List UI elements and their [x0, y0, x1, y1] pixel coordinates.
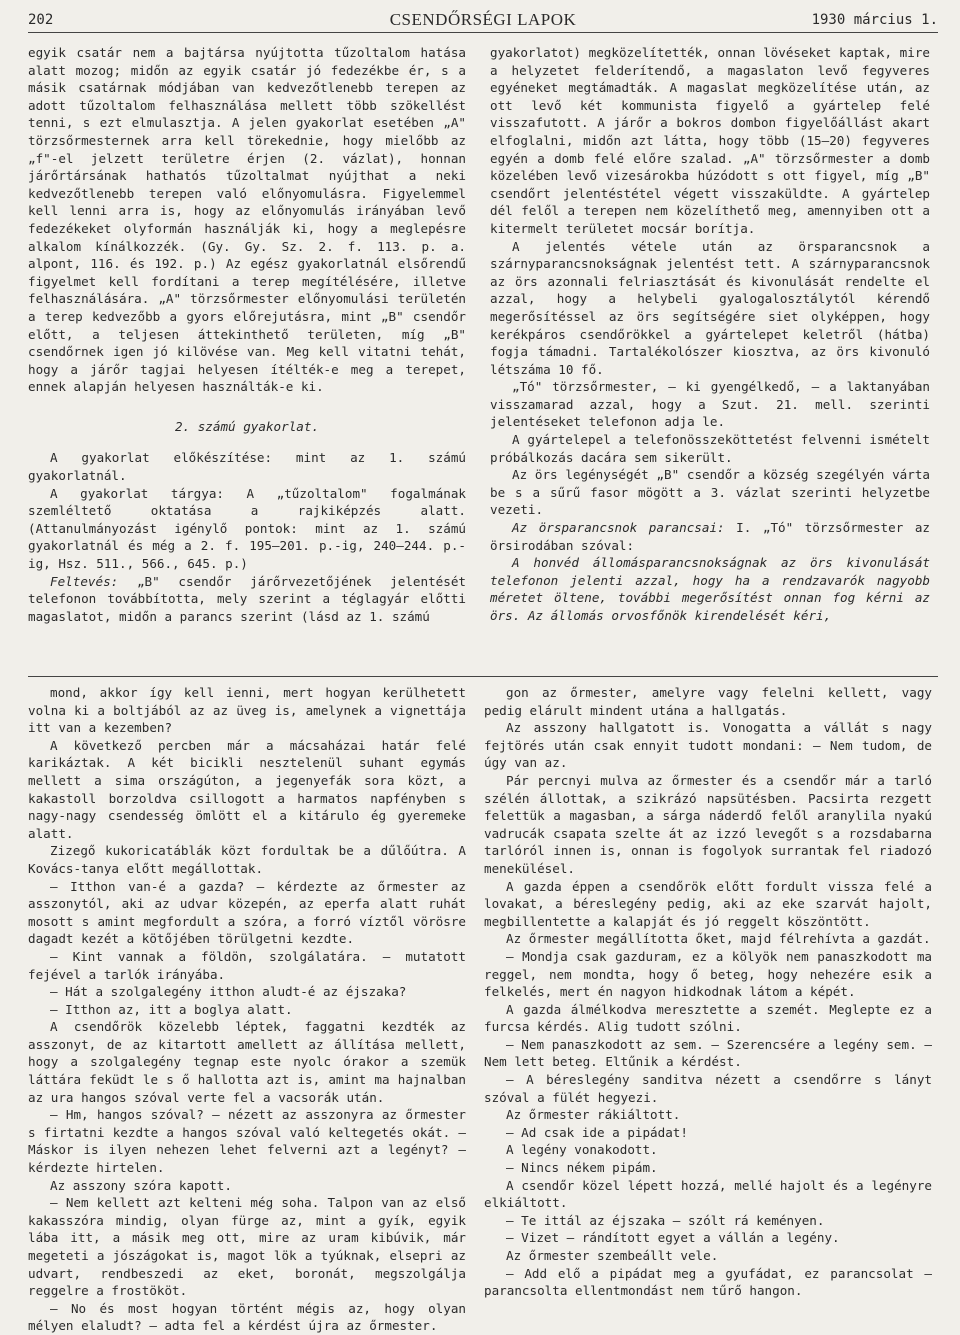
- story-paragraph: — Ad csak ide a pipádat!: [506, 1124, 688, 1140]
- paragraph: Az örs legénységét „B" csendőr a község szegélyén várta be s a sűrű fasor mögött a 3. vázlat szerinti helyzetbe vezeti.: [490, 467, 930, 518]
- story-paragraph: Zizegő kukoricatáblák közt fordultak be a dűlőútra. A Kovács-tanya előtt megállottak.: [28, 843, 466, 876]
- paragraph: egyik csatár nem a bajtársa nyújtotta tűzoltalom hatása alatt mozog; midőn az egyik csatár jó fedezékbe ér, s a másik csatárnak módjában van kedvezőtlenebb terepen az adott tűzoltalom felhasználása mellett több szökellést tenni, s ezt elmulasztja. A jelen gyakorlat esetében „A" törzsőrmesternek arra kell törekednie, hogy mielőbb az „f"-el jelzett területre érjen (2. vázlat), honnan járőrtársának hathatós tűzoltalmat nyújthat a neki kedvezőtlenebb terepen való előnyomulásra. Figyelemmel kell lenni arra is, hogy az előnyomulás irányában levő fedezékeket olyformán használják ki, hogy a meglepésre alkalom kínálkozzék. (Gy. Gy. Sz. 2. f. 113. p. a. alpont, 116. és 192. p.) Az egész gyakorlatnál elsőrendű figyelmet kell fordítani a terep megítélésére, illetve felhasználására. „A" törzsőrmester előnyomulási területén a terep kedvezőbb a gyors előrejutásra, mint „B" csendőr előtt, a teljesen áttekinthető területen, míg „B" csendőrnek igen jó kilövése van. Meg kell vitatni tehát, hogy a járőr tagjai helyesen ítélték-e meg a terepet, ennek alapján helyesen használták-e ki.: [28, 45, 466, 395]
- paragraph: A honvéd állomásparancsnokságnak az örs kivonulását telefonon jelenti azzal, hogy ha a rendzavarók nagyobb méretet öltene, további megerősítést onnan fog kérni az örs. Az állomás orvosfőnök kirendelését kéri,: [490, 555, 930, 623]
- story-paragraph: — A béreslegény sanditva nézett a csendőrre s lányt szóval a fülét hegyezi.: [484, 1072, 932, 1105]
- story-paragraph: — Kint vannak a földön, szolgálatára. — mutatott fejével a tarlók irányába.: [28, 948, 466, 982]
- story-paragraph: — Hm, hangos szóval? — nézett az asszonyra az őrmester s firtatni kezdte a hangos szóval való keltegetés okát. — Máskor is ilyen nehezen lehet felverni azt a legényt? — kérdezte hirtelen.: [28, 1107, 466, 1176]
- story-paragraph: A legény vonakodott.: [506, 1142, 658, 1158]
- paragraph: A gyártelepel a telefonösszeköttetést felvenni ismételt próbálkozás dacára sem sikerült.: [490, 432, 930, 465]
- story-paragraph: A gazda álmélkodva meresztette a szemét. Meglepte ez a furcsa kérdés. Alig tudott szólni.: [484, 1001, 932, 1035]
- story-paragraph: Az asszony szóra kapott.: [50, 1177, 232, 1193]
- story-paragraph: Pár percnyi mulva az őrmester és a csendőr már a tarló szélén állottak, a szikrázó napsütésben. Pacsirta rezgett felettük a magasban, a sárga náderdő felől aranylila nyakú vadrucák csapata szelte át az izzó levegőt s a rozsdabarna tarlóról innen is, onnan is fogolyok surrantak fel riadozó menekülésel.: [484, 772, 932, 876]
- paragraph: A gyakorlat előkészítése: mint az 1. számú gyakorlatnál.: [28, 450, 466, 484]
- story-paragraph: Az őrmester rákiáltott.: [506, 1107, 681, 1123]
- story-paragraph: — Itthon az, itt a boglya alatt.: [50, 1001, 293, 1017]
- paragraph: gyakorlatot) megközelítették, onnan lövéseket kaptak, mire a helyzetet felderítendő, a magaslaton levő fegyveres egyéneket megtámadták. A magaslat megközelítése után, az ott levő két kommunista figyelő a gyártelep felé visszafutott. A járőr a bokros dombon figyelőállást akart elfoglalni, midőn azt látta, hogy több (15—20) fegyveres egyén a domb felé előre szalad. „A" törzsőrmester a domb közelében levő vizesárokba húzódott s ott figyel, míg „B" csendőrt jelentéstétel végett visszaküldte. A gyártelep dél felől a terepen nem közelíthető meg, amennyiben ott a kitermelt területet mocsár borítja.: [490, 45, 930, 236]
- section-divider: [28, 676, 938, 677]
- story-paragraph: A csendőr közel lépett hozzá, mellé hajolt és a legényre elkiáltott.: [484, 1177, 932, 1211]
- label-feltevés: Feltevés:: [50, 573, 119, 589]
- story-paragraph: mond, akkor így kell ienni, mert hogyan kerülhetett volna ki a boltjából az az üveg is, amelynek a vignettája itt van a kezemben?: [28, 685, 466, 736]
- story-paragraph: Az őrmester szembeállt vele.: [506, 1248, 719, 1263]
- journal-title: CSENDŐRSÉGI LAPOK: [389, 10, 577, 29]
- page-header: [28, 6, 938, 33]
- story-paragraph: — Hát a szolgalegény itthon aludt-é az éjszaka?: [50, 984, 407, 1000]
- story-paragraph: A csendőrök közelebb léptek, faggatni kezdték az asszonyt, de az kitartott amellett az állítása mellett, hogy a szolgalegény tegnap este nyolc órakor a szemük láttára feküdt le s ő hallotta azt is, amint ma hajnalban az ura hangos szóval verte fel a vacsorák után.: [28, 1019, 466, 1105]
- story-paragraph: — Itthon van-é a gazda? — kérdezte az őrmester az asszonytól, aki az udvar közepén, az eperfa alatt ruhát mosott s amint megfordult a szóra, a forró víztől vörösre dagadt kezét a kötőjében törülgetni kezdte.: [28, 878, 466, 947]
- column-top-right: [490, 44, 930, 625]
- story-paragraph: — Nem kellett azt kelteni még soha. Talpon van az első kakasszóra mindig, olyan fürge az, mint a gyík, egyik lába itt, a másik meg ott, mire az uram kibúvik, már megeteti a jószágokat is, magot lök a tyúknak, elsepri az udvart, rendbeszedi az eket, boronát, megszolgálja reggelre a frostököt.: [28, 1195, 466, 1299]
- story-paragraph: — Mondja csak gazduram, ez a kölyök nem panaszkodott ma reggel, nem mondta, hogy ő beteg, hogy nehezére esik a felkelés, mert én nagyon hidkodnak látom a képét.: [484, 948, 932, 1000]
- paragraph: „Tó" törzsőrmester, — ki gyengélkedő, — a laktanyában visszamarad azzal, hogy a Szut. 21. mell. szerinti jelentéseket telefonon adja le.: [490, 379, 930, 430]
- story-paragraph: — Nem panaszkodott az sem. — Szerencsére a legény sem. — Nem lett beteg. Eltűnik a kérdést.: [484, 1036, 932, 1070]
- story-paragraph: A gazda éppen a csendőrök előtt fordult vissza felé a lovakat, a béreslegény pedig, aki az eke szarvát hajolt, megbillentette a kalapját és jó reggelt köszöntött.: [484, 878, 932, 929]
- story-paragraph: — Te ittál az éjszaka — szólt rá keményen.: [506, 1212, 825, 1228]
- story-paragraph: gon az őrmester, amelyre vagy felelni kellett, vagy pedig elárult mindent utána a hallgatás.: [484, 685, 932, 718]
- story-paragraph: Az őrmester megállította őket, majd félrehívta a gazdát.: [506, 931, 931, 947]
- paragraph: Feltevés: „B" csendőr járőrvezetőjének jelentését telefonon továbbította, mely szerint a téglagyár előtti magaslatot, midőn a parancs szerint (lásd az 1. számú: [28, 573, 466, 624]
- story-paragraph: Az asszony hallgatott is. Vonogatta a vállát s nagy fejtörés után csak ennyit tudott mondani: — Nem tudom, de úgy van az.: [484, 720, 932, 771]
- story-paragraph: — Nincs nékem pipám.: [506, 1160, 658, 1176]
- section-heading: 2. számú gyakorlat.: [174, 418, 320, 434]
- story-paragraph: — No és most hogyan történt mégis az, hogy olyan mélyen elaludt? — adta fel a kérdést újra az őrmester.: [28, 1300, 466, 1334]
- column-bottom-right: [484, 684, 932, 1300]
- story-paragraph: A következő percben már a mácsaházai határ felé karikáztak. A két bicikli nesztelenül suhant egymás mellett a sima országúton, a jegenyefák sora közt, a kakastoll borzoldva csillogott a harmatos napfényben s nagy-nagy csendesség ömlött el a kitárulo ég gyeremeke alatt.: [28, 737, 466, 841]
- paragraph: Az örsparancsnok parancsai: I. „Tó" törzsőrmester az örsirodában szóval:: [490, 520, 930, 553]
- story-paragraph: — Add elő a pipádat meg a gyufádat, ez parancsolat — parancsolta ellentmondást nem tűrő hangon.: [484, 1265, 932, 1299]
- column-top-left: [28, 44, 466, 625]
- issue-date: 1930 március 1.: [811, 12, 938, 28]
- paragraph: A jelentés vétele után az örsparancsnok a szárnyparancsnokságnak jelentést tett. A szárnyparancsnok az örs azonnali felriasztását és kivonulását rendelte el azzal, hogy a helybeli gyalogalosztálytól kérendő megerősítéssel az örs segítségére siet olyképpen, hogy kerékpáros csendőrökkel a gyártelepet keletről (hátba) fogja támadni. Tartalékolószer kiosztva, az örs kivonuló létszáma 10 fő.: [490, 238, 930, 377]
- column-bottom-left: [28, 684, 466, 1335]
- page-number: 202: [28, 12, 54, 28]
- paragraph: A gyakorlat tárgya: A „tűzoltalom" fogalmának szemléltető oktatása a rajkiképzés alatt. (Attanulmányozást igénylő pontok: mint az 1. számú gyakorlatnál és még a 2. f. 195—201. p.-ig, 240—244. p.-ig, Hsz. 511., 566., 645. p.): [28, 485, 466, 572]
- story-paragraph: — Vizet — rándított egyet a vállán a legény.: [506, 1230, 840, 1246]
